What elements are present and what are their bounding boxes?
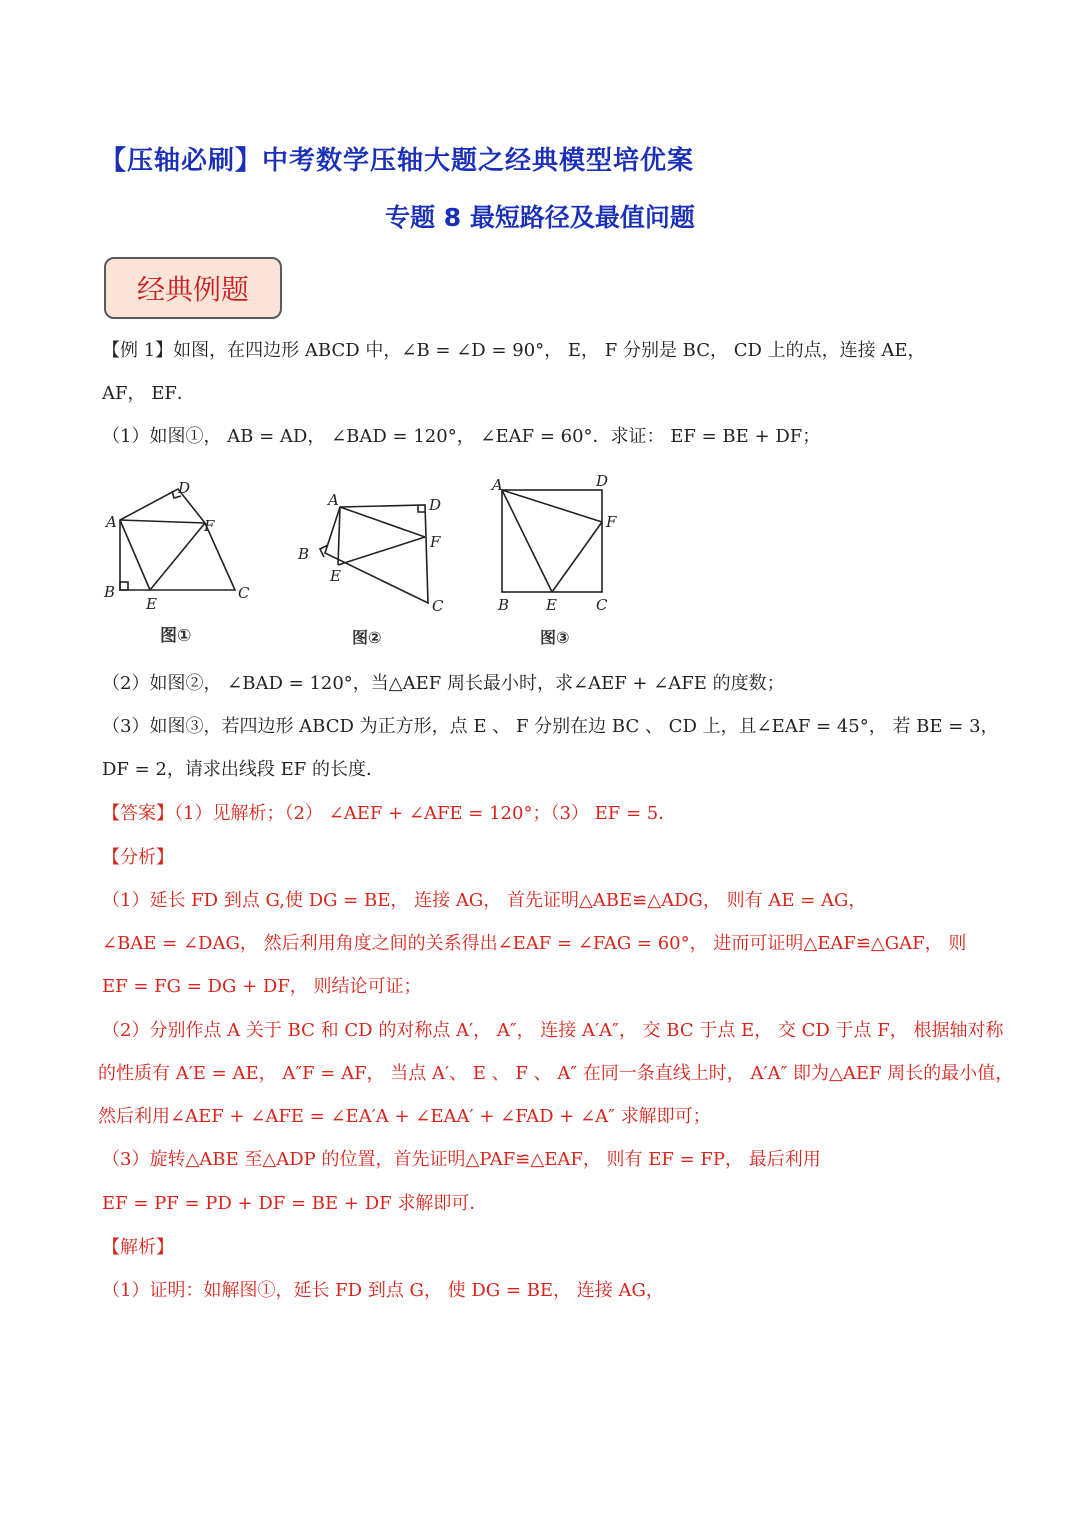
fig3-label-b: B [498, 596, 510, 614]
fig1-label-d: D [178, 479, 191, 497]
fig1-label-f: F [204, 517, 215, 535]
fig2-caption: 图② [352, 628, 382, 647]
figure-3-diagram [490, 470, 640, 650]
fig3-label-d: D [596, 472, 609, 490]
fig3-label-f: F [606, 513, 617, 531]
problem-line-3: （1）如图①， AB = AD， ∠BAD = 120°， ∠EAF = 60°．求证： EF = BE + DF； [102, 426, 821, 447]
document-subtitle: 专题 8 最短路径及最值问题 [385, 203, 695, 232]
figure-1 [100, 475, 260, 650]
problem-line-5: （3）如图③，若四边形 ABCD 为正方形，点 E 、 F 分别在边 BC 、 CD 上，且∠EAF = 45°， 若 BE = 3， [102, 716, 999, 737]
fig1-label-c: C [238, 584, 250, 602]
analysis-line-8: EF = PF = PD + DF = BE + DF 求解即可． [102, 1193, 488, 1214]
fig3-label-c: C [596, 596, 608, 614]
fig3-caption: 图③ [540, 628, 570, 647]
analysis-heading: 【分析】 [102, 847, 174, 868]
analysis-line-6: 然后利用∠AEF + ∠AFE = ∠EA′A + ∠EAA′ + ∠FAD + ∠A″ 求解即可； [98, 1106, 711, 1127]
analysis-line-2: ∠BAE = ∠DAG， 然后利用角度之间的关系得出∠EAF = ∠FAG = 60°， 进而可证明△EAF≌△GAF， 则 [102, 933, 967, 954]
fig2-label-a: A [328, 491, 339, 509]
fig2-label-e: E [330, 567, 341, 585]
fig3-label-a: A [492, 476, 503, 494]
fig3-label-e: E [546, 596, 557, 614]
analysis-line-4: （2）分别作点 A 关于 BC 和 CD 的对称点 A′， A″， 连接 A′A″， 交 BC 于点 E， 交 CD 于点 F， 根据轴对称 [102, 1020, 1004, 1041]
section-badge: 经典例题 [104, 257, 282, 319]
fig1-label-e: E [146, 595, 157, 613]
figure-1-diagram [100, 475, 260, 650]
fig2-label-c: C [432, 597, 444, 615]
fig1-label-b: B [104, 583, 116, 601]
fig2-label-f: F [430, 533, 441, 551]
problem-line-6: DF = 2，请求出线段 EF 的长度． [102, 759, 384, 780]
fig2-label-d: D [429, 496, 442, 514]
analysis-line-1: （1）延长 FD 到点 G,使 DG = BE， 连接 AG， 首先证明△ABE≌△ADG， 则有 AE = AG， [102, 890, 867, 911]
solution-heading: 【解析】 [102, 1237, 174, 1258]
fig2-label-b: B [298, 545, 310, 563]
fig1-label-a: A [106, 513, 117, 531]
problem-line-2: AF， EF． [102, 383, 195, 404]
solution-line-1: （1）证明：如解图①，延长 FD 到点 G， 使 DG = BE， 连接 AG， [102, 1280, 664, 1301]
problem-line-4: （2）如图②， ∠BAD = 120°，当△AEF 周长最小时，求∠AEF + ∠AFE 的度数； [102, 673, 785, 694]
figure-3 [490, 470, 640, 650]
figure-2 [290, 475, 460, 650]
problem-line-1: 【例 1】如图，在四边形 ABCD 中，∠B = ∠D = 90°， E， F 分别是 BC， CD 上的点，连接 AE， [102, 340, 926, 361]
analysis-line-3: EF = FG = DG + DF， 则结论可证； [102, 976, 422, 997]
fig1-caption: 图① [160, 626, 192, 646]
figure-2-diagram [290, 475, 460, 650]
answer-line: 【答案】（1）见解析；（2） ∠AEF + ∠AFE = 120°；（3） EF = 5． [102, 803, 677, 824]
document-title: 【压轴必刷】中考数学压轴大题之经典模型培优案 [100, 146, 695, 176]
analysis-line-7: （3）旋转△ABE 至△ADP 的位置，首先证明△PAF≌△EAF， 则有 EF = FP， 最后利用 [102, 1149, 821, 1170]
analysis-line-5: 的性质有 A′E = AE， A″F = AF， 当点 A′、 E 、 F 、 A″ 在同一条直线上时， A′A″ 即为△AEF 周长的最小值， [98, 1063, 1014, 1084]
